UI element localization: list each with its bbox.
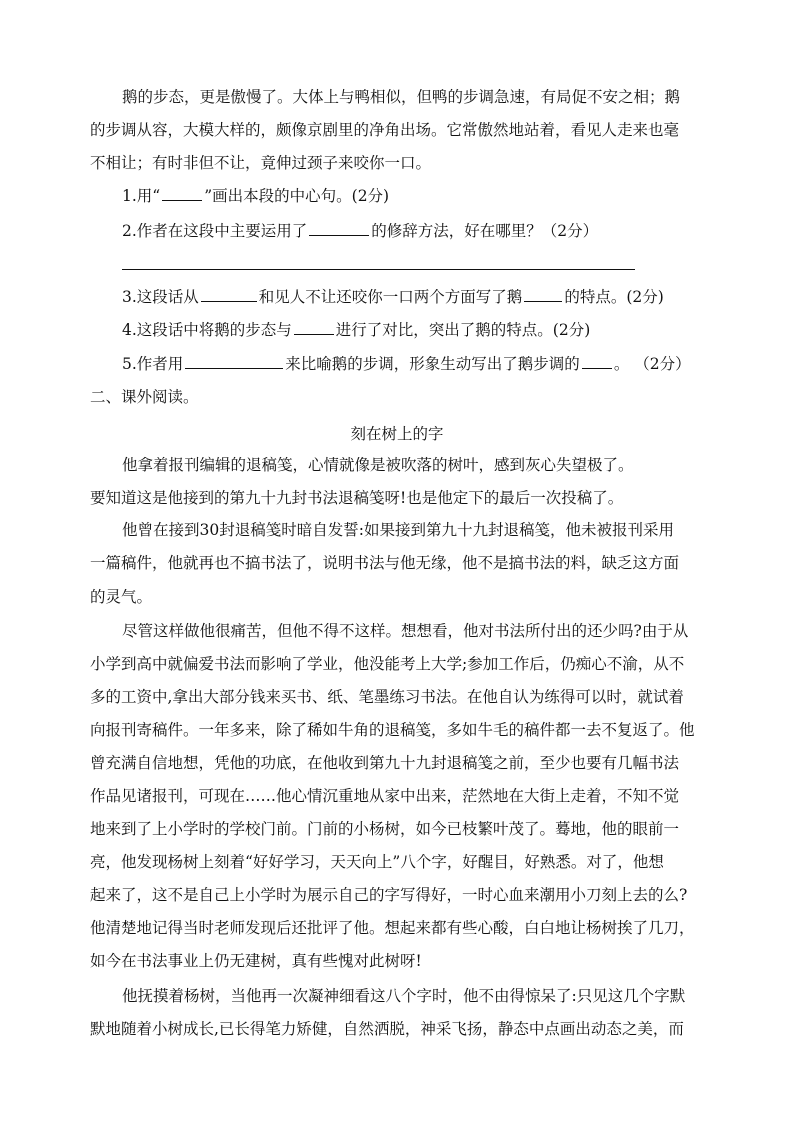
question-3-blank-1[interactable] bbox=[201, 287, 257, 302]
passage2-line-12: 地来到了上小学时的学校门前。门前的小杨树，如今已枝繁叶茂了。蓦地，他的眼前一 bbox=[90, 820, 680, 838]
passage2-line-9: 向报刊寄稿件。一年多来，除了稀如牛角的退稿笺，多如牛毛的稿件都一去不复返了。他 bbox=[90, 721, 695, 739]
passage1-line-2: 的步调从容，大模大样的，颇像京剧里的净角出场。它常傲然地站着，看见人走来也毫 bbox=[90, 121, 680, 139]
question-2-answer-line[interactable] bbox=[122, 269, 635, 270]
question-5-blank-2[interactable] bbox=[582, 354, 612, 369]
passage2-line-18: 默地随着小树成长,已长得笔力矫健，自然洒脱，神采飞扬，静态中点画出动态之美，而 bbox=[90, 1020, 684, 1038]
question-3-blank-2[interactable] bbox=[524, 287, 562, 302]
question-5-text-b: 来比喻鹅的步调，形象生动写出了鹅步调的 bbox=[285, 355, 580, 373]
question-3-text-c: 的特点。(2分) bbox=[564, 288, 664, 306]
question-3-text-b: 和见人不让还咬你一口两个方面写了鹅 bbox=[258, 288, 523, 306]
passage2-line-1: 他拿着报刊编辑的退稿笺，心情就像是被吹落的树叶，感到灰心失望极了。 bbox=[122, 456, 634, 474]
passage2-line-7: 小学到高中就偏爱书法而影响了学业，他没能考上大学;参加工作后，仍痴心不渝，从不 bbox=[90, 655, 685, 673]
question-3 bbox=[122, 287, 664, 307]
reading-title: 刻在树上的字 bbox=[350, 425, 444, 443]
passage2-line-6: 尽管这样做他很痛苦，但他不得不这样。想想看，他对书法所付出的还少吗?由于从 bbox=[122, 622, 689, 640]
passage2-line-16: 如今在书法事业上仍无建树，真有些愧对此树呀! bbox=[90, 952, 422, 970]
question-5-text-a: 5.作者用 bbox=[122, 355, 184, 373]
question-2-text-a: 2.作者在这段中主要运用了 bbox=[122, 222, 308, 240]
passage2-line-4: 一篇稿件，他就再也不搞书法了，说明书法与他无缘，他不是搞书法的料，缺乏这方面 bbox=[90, 554, 680, 572]
passage1-line-1: 鹅的步态，更是傲慢了。大体上与鸭相似，但鸭的步调急速，有局促不安之相；鹅 bbox=[122, 88, 681, 106]
passage1-line-3: 不相让；有时非但不让，竟伸过颈子来咬你一口。 bbox=[90, 154, 432, 172]
question-5-blank-1[interactable] bbox=[185, 354, 283, 369]
question-5-text-c: 。 （2分） bbox=[613, 355, 691, 373]
question-1-text-a: 1.用“ bbox=[122, 187, 161, 205]
question-1 bbox=[122, 186, 389, 206]
passage2-line-11: 作品见诸报刊，可现在……他心情沉重地从家中出来，茫然地在大街上走着，不知不觉 bbox=[90, 787, 680, 805]
question-1-text-b: ”画出本段的中心句。(2分) bbox=[204, 187, 390, 205]
passage2-line-14: 起来了，这不是自己上小学时为展示自己的字写得好，一时心血来潮用小刀刻上去的么? bbox=[90, 886, 688, 904]
question-2-text-b: 的修辞方法，好在哪里？（2分） bbox=[371, 222, 599, 240]
question-4-text-a: 4.这段话中将鹅的步态与 bbox=[122, 321, 292, 339]
question-2-blank[interactable] bbox=[309, 221, 369, 236]
question-1-blank[interactable] bbox=[162, 186, 202, 201]
passage2-line-10: 曾充满自信地想，凭他的功底，在他收到第九十九封退稿笺之前，至少也要有几幅书法 bbox=[90, 754, 680, 772]
question-4-text-b: 进行了对比，突出了鹅的特点。(2分) bbox=[335, 321, 591, 339]
passage2-line-8: 多的工资中,拿出大部分钱来买书、纸、笔墨练习书法。在他自认为练得可以时，就试着 bbox=[90, 688, 684, 706]
passage2-line-15: 他清楚地记得当时老师发现后还批评了他。想起来都有些心酸，白白地让杨树挨了几刀， bbox=[90, 919, 695, 937]
passage2-line-3: 他曾在接到30封退稿笺时暗自发誓:如果接到第九十九封退稿笺，他未被报刊采用 bbox=[122, 521, 674, 539]
passage2-line-5: 的灵气。 bbox=[90, 588, 153, 606]
question-3-text-a: 3.这段话从 bbox=[122, 288, 199, 306]
question-4-blank[interactable] bbox=[294, 320, 334, 335]
section-2-heading: 二、课外阅读。 bbox=[90, 388, 199, 406]
question-5 bbox=[122, 354, 691, 374]
question-2 bbox=[122, 221, 598, 241]
passage2-line-2: 要知道这是他接到的第九十九封书法退稿笺呀!也是他定下的最后一次投稿了。 bbox=[90, 489, 624, 507]
question-4 bbox=[122, 320, 590, 340]
passage2-line-13: 亮，他发现杨树上刻着“好好学习，天天向上”八个字，好醒目，好熟悉。对了，他想 bbox=[90, 853, 664, 871]
passage2-line-17: 他抚摸着杨树，当他再一次凝神细看这八个字时，他不由得惊呆了:只见这几个字默 bbox=[122, 987, 686, 1005]
